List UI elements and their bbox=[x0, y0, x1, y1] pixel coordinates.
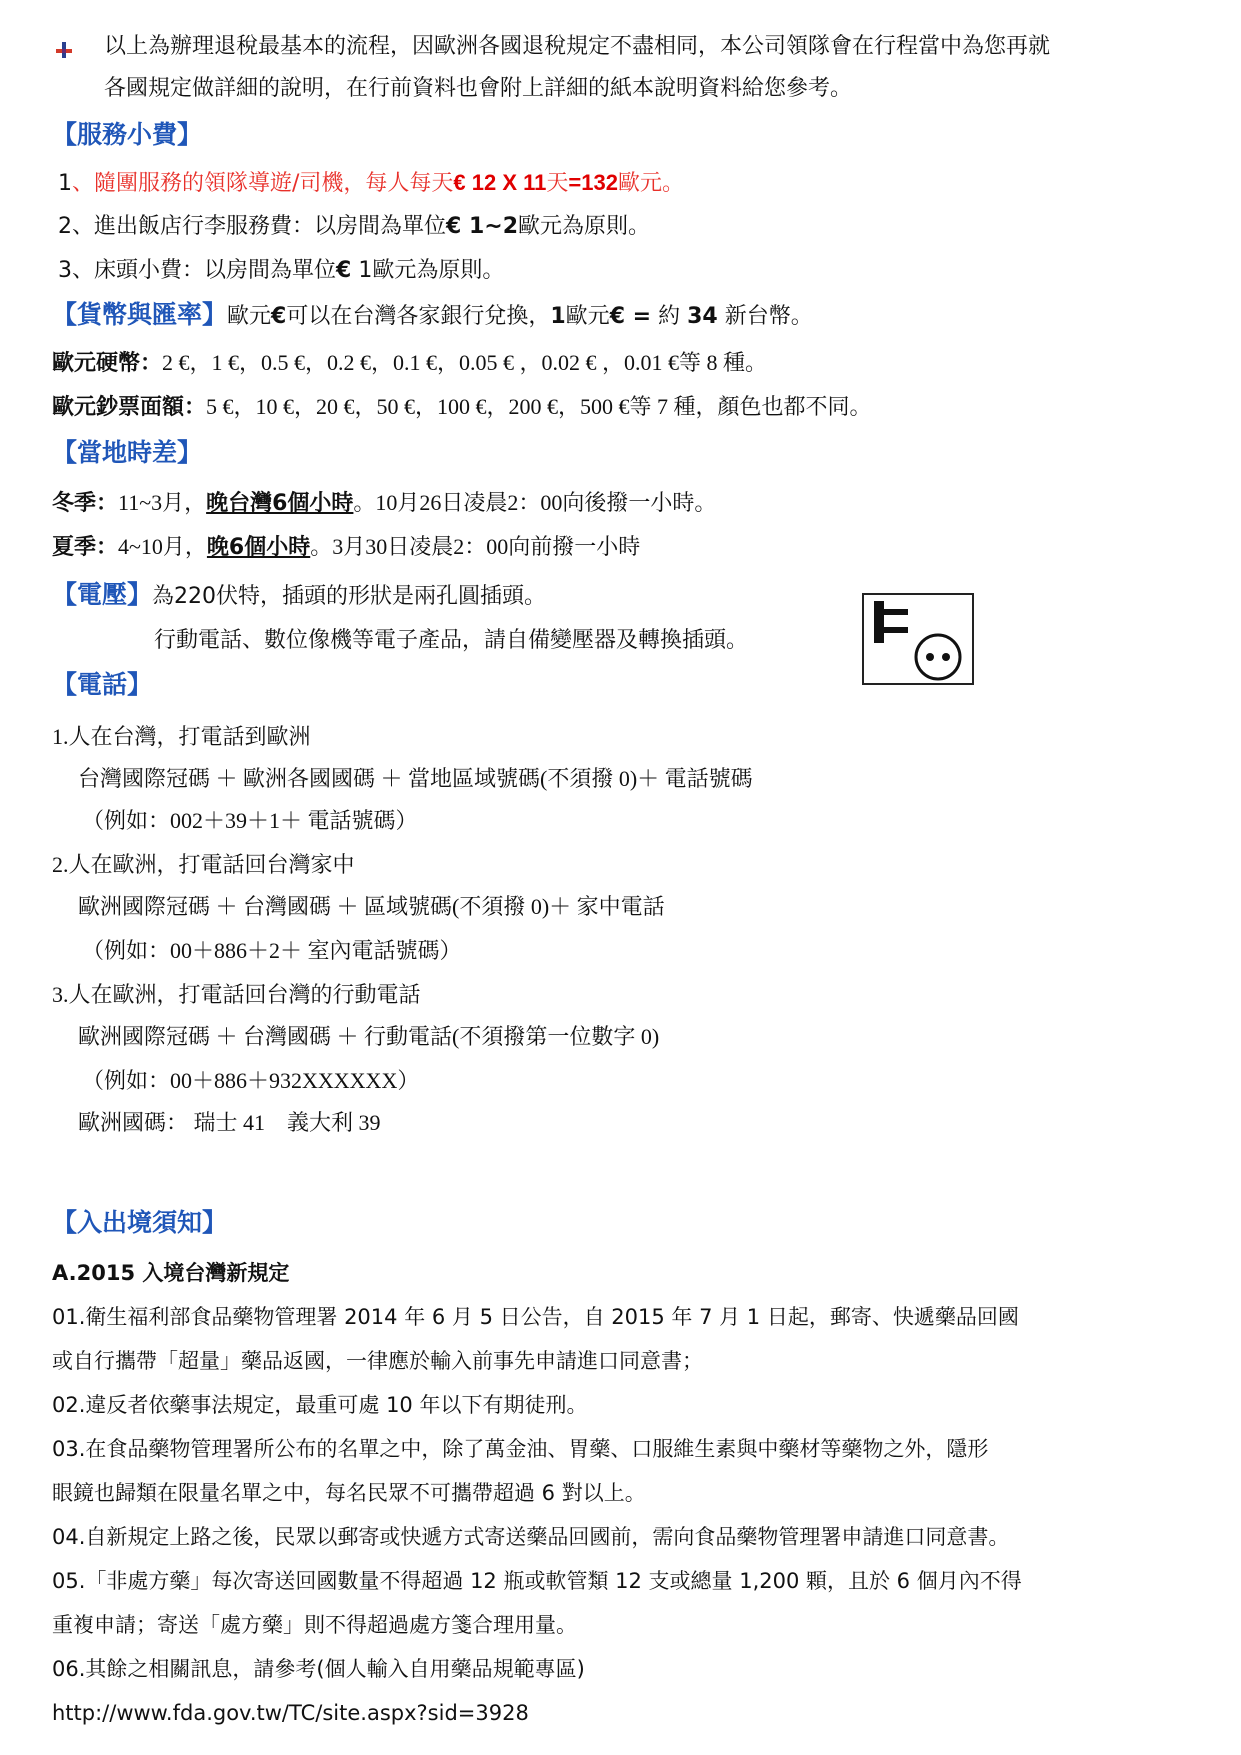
coins-label: 歐元硬幣： bbox=[52, 351, 163, 376]
currency-heading: 【貨幣與匯率】 bbox=[52, 300, 228, 329]
phone-line-7: 3.人在歐洲，打電話回台灣的行動電話 bbox=[52, 982, 421, 1007]
tips-item-1 bbox=[58, 168, 684, 199]
entry-p3-line-1: 03.在食品藥物管理署所公布的名單之中，除了萬金油、胃藥、口服維生素與中藥材等藥物之外，隱形 bbox=[52, 1437, 989, 1461]
entry-p3-line-2: 眼鏡也歸類在限量名單之中，每名民眾不可攜帶超過 6 對以上。 bbox=[52, 1481, 646, 1505]
tips-item-1-num: 1 bbox=[58, 171, 72, 196]
phone-line-1: 1.人在台灣，打電話到歐洲 bbox=[52, 724, 311, 749]
winter-line bbox=[52, 488, 716, 519]
winter-change: 。10月26日凌晨2：00向後撥一小時。 bbox=[353, 490, 717, 515]
phone-line-10: 歐洲國碼： 瑞士 41 義大利 39 bbox=[78, 1110, 381, 1135]
tips-heading: 【服務小費】 bbox=[52, 120, 203, 149]
tips-item-3-num: 3 bbox=[58, 258, 72, 283]
entry-p5-line-1: 05.「非處方藥」每次寄送回國數量不得超過 12 瓶或軟管類 12 支或總量 1,200 顆，且於 6 個月內不得 bbox=[52, 1569, 1022, 1593]
currency-one: 1 bbox=[550, 304, 566, 329]
two-pin-plug-icon bbox=[864, 595, 972, 683]
currency-text-1: 歐元 bbox=[227, 304, 272, 329]
tips-item-3-amount: € bbox=[336, 258, 352, 283]
tips-item-2-text: 、進出飯店行李服務費：以房間為單位 bbox=[72, 214, 447, 239]
currency-text-4: 新台幣。 bbox=[717, 304, 813, 329]
tips-item-3 bbox=[58, 256, 504, 286]
entry-p2: 02.違反者依藥事法規定，最重可處 10 年以下有期徒刑。 bbox=[52, 1393, 588, 1417]
phone-line-9: （例如：00＋886＋932XXXXXX） bbox=[82, 1068, 420, 1093]
winter-label: 冬季： bbox=[52, 491, 119, 516]
winter-months: 11~3月， bbox=[118, 490, 207, 515]
notes-label: 歐元鈔票面額： bbox=[52, 395, 207, 420]
intro-line-1: 以上為辦理退稅最基本的流程，因歐洲各國退稅規定不盡相同，本公司領隊會在行程當中為您再就 bbox=[104, 34, 1051, 59]
currency-approx: 約 bbox=[651, 304, 688, 329]
tips-item-2-num: 2 bbox=[58, 214, 72, 239]
tips-item-1-end: 歐元。 bbox=[617, 171, 684, 196]
coins-values: 2 €，1 €，0.5 €，0.2 €，0.1 €，0.05 € ，0.02 € ，0.01 €等 8 種。 bbox=[162, 350, 768, 375]
tips-item-1-amount: € 12 X 11 bbox=[453, 170, 547, 195]
summer-label: 夏季： bbox=[52, 535, 119, 560]
tips-item-3-text: 、床頭小費：以房間為單位 bbox=[72, 258, 337, 283]
summer-change: 。3月30日凌晨2：00向前撥一小時 bbox=[310, 534, 641, 559]
phone-line-8: 歐洲國際冠碼 ＋ 台灣國碼 ＋ 行動電話(不須撥第一位數字 0) bbox=[78, 1024, 660, 1049]
phone-heading: 【電話】 bbox=[52, 670, 153, 699]
voltage-line bbox=[52, 580, 546, 612]
entry-p1-line-2: 或自行攜帶「超量」藥品返國，一律應於輸入前事先申請進口同意書； bbox=[52, 1349, 703, 1373]
tips-item-1-text: 、隨團服務的領隊導遊/司機，每人每天 bbox=[72, 171, 454, 196]
entry-p1-line-1: 01.衛生福利部食品藥物管理署 2014 年 6 月 5 日公告，自 2015 年 7 月 1 日起，郵寄、快遞藥品回國 bbox=[52, 1305, 1019, 1329]
voltage-text: 為220伏特，插頭的形狀是兩孔圓插頭。 bbox=[152, 584, 547, 609]
tips-item-2-amount: € 1~2 bbox=[446, 214, 519, 239]
currency-line bbox=[52, 300, 813, 332]
summer-months: 4~10月， bbox=[118, 534, 207, 559]
phone-line-5: 歐洲國際冠碼 ＋ 台灣國碼 ＋ 區域號碼(不須撥 0)＋ 家中電話 bbox=[78, 894, 665, 919]
phone-line-4: 2.人在歐洲，打電話回台灣家中 bbox=[52, 852, 355, 877]
phone-line-6: （例如：00＋886＋2＋ 室內電話號碼） bbox=[82, 938, 462, 963]
currency-text-2: 可以在台灣各家銀行兌換， bbox=[286, 304, 551, 329]
fda-link[interactable]: http://www.fda.gov.tw/TC/site.aspx?sid=3928 bbox=[52, 1701, 529, 1725]
currency-equals: € = bbox=[609, 304, 652, 329]
currency-euro-sign: € bbox=[271, 304, 287, 329]
tips-item-2 bbox=[58, 212, 650, 242]
coins-line bbox=[52, 348, 767, 379]
tips-item-1-total: =132 bbox=[568, 170, 618, 195]
notes-line bbox=[52, 392, 872, 423]
summer-offset: 晚6個小時 bbox=[206, 535, 311, 560]
phone-line-2: 台灣國際冠碼 ＋ 歐洲各國國碼 ＋ 當地區域號碼(不須撥 0)＋ 電話號碼 bbox=[78, 766, 753, 791]
currency-text-3: 歐元 bbox=[565, 304, 610, 329]
currency-rate: 34 bbox=[687, 304, 718, 329]
entry-p6: 06.其餘之相關訊息，請參考(個人輸入自用藥品規範專區) bbox=[52, 1657, 585, 1681]
timezone-heading: 【當地時差】 bbox=[52, 438, 203, 467]
tips-item-2-end: 歐元為原則。 bbox=[518, 214, 651, 239]
notes-values: 5 €，10 €，20 €，50 €，100 €，200 €，500 €等 7 種，顏色也都不同。 bbox=[206, 394, 872, 419]
voltage-note: 行動電話、數位像機等電子產品，請自備變壓器及轉換插頭。 bbox=[154, 628, 749, 653]
entry-p5-line-2: 重複申請；寄送「處方藥」則不得超過處方箋合理用量。 bbox=[52, 1613, 577, 1637]
voltage-heading: 【電壓】 bbox=[52, 580, 153, 609]
winter-offset: 晚台灣6個小時 bbox=[206, 491, 354, 516]
plug-diagram bbox=[862, 593, 974, 685]
phone-line-3: （例如：002＋39＋1＋ 電話號碼） bbox=[82, 808, 418, 833]
intro-line-2: 各國規定做詳細的說明，在行前資料也會附上詳細的紙本說明資料給您參考。 bbox=[104, 76, 853, 101]
bullet-cross-icon bbox=[54, 40, 74, 60]
summer-line bbox=[52, 532, 640, 563]
tips-item-1-mid: 天 bbox=[546, 171, 569, 196]
tips-item-3-end: 1歐元為原則。 bbox=[351, 258, 505, 283]
entry-subheading: A.2015 入境台灣新規定 bbox=[52, 1261, 290, 1285]
entry-heading: 【入出境須知】 bbox=[52, 1208, 228, 1237]
entry-p4: 04.自新規定上路之後，民眾以郵寄或快遞方式寄送藥品回國前，需向食品藥物管理署申請進口同意書。 bbox=[52, 1525, 1010, 1549]
